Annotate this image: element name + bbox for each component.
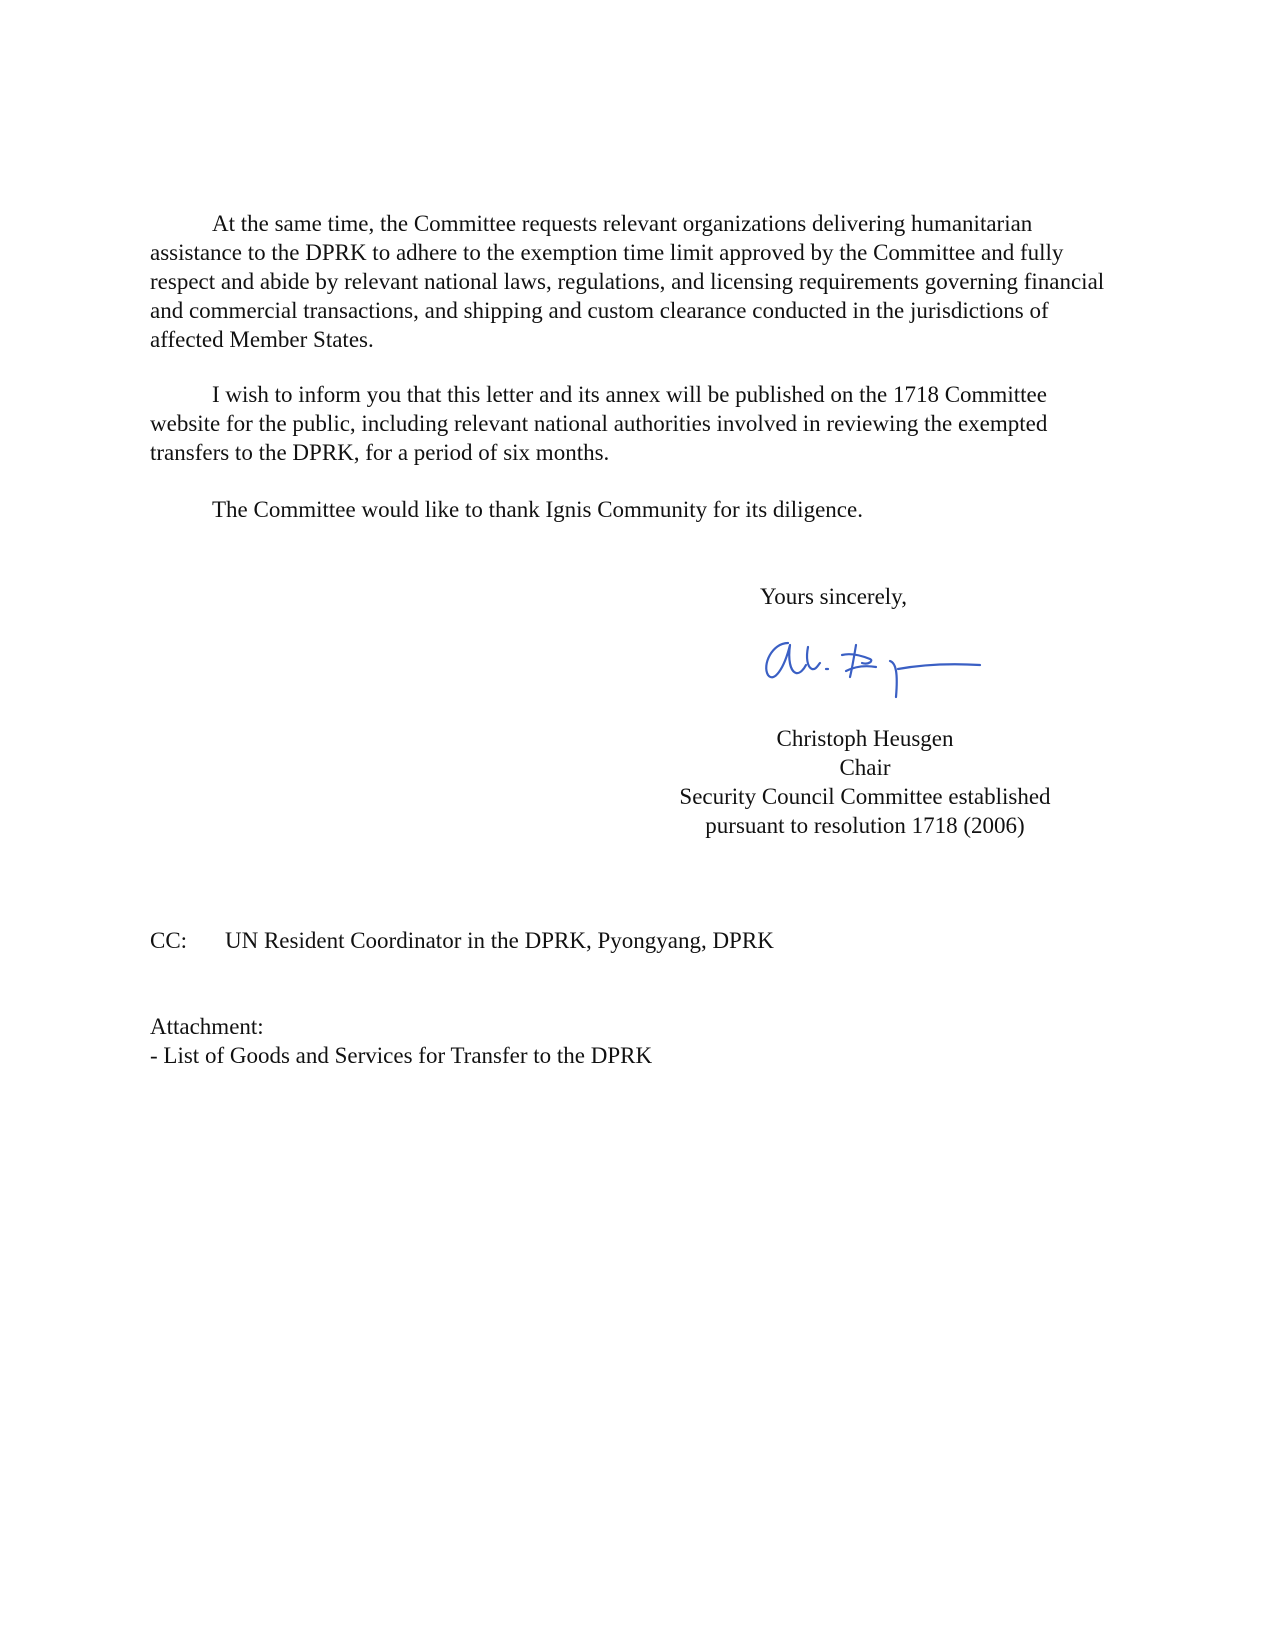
signatory-name: Christoph Heusgen [776,726,954,751]
body-paragraph-3: The Committee would like to thank Ignis Community for its diligence. [212,497,863,522]
committee-line-2: pursuant to resolution 1718 (2006) [705,813,1025,838]
body-paragraph-1: At the same time, the Committee requests relevant organizations delivering humanitarian assistance to the DPRK to adhere to the exemption time limit approved by the Committee and fully respect and abide by relevant national laws, regulations, and licensing requirements governing financial and commercial transactions, and shipping and custom clearance conducted in the jurisdictions of affected Member States. [150,211,1105,352]
cc-recipient: UN Resident Coordinator in the DPRK, Pyongyang, DPRK [225,928,774,953]
cc-line [150,926,774,955]
signature-block [620,724,1110,840]
attachment-section [150,1012,652,1070]
body-paragraph-2: I wish to inform you that this letter and its annex will be published on the 1718 Committee website for the public, including relevant national authorities involved in reviewing the exempted transfers to the DPRK, for a period of six months. [150,382,1048,465]
attachment-label: Attachment: [150,1014,264,1039]
cc-label: CC: [150,928,188,953]
closing-salutation: Yours sincerely, [760,584,907,609]
attachment-item: - List of Goods and Services for Transfer to the DPRK [150,1043,653,1068]
signature-image [750,625,1000,720]
signatory-role: Chair [839,755,891,780]
committee-line-1: Security Council Committee established [679,784,1051,809]
